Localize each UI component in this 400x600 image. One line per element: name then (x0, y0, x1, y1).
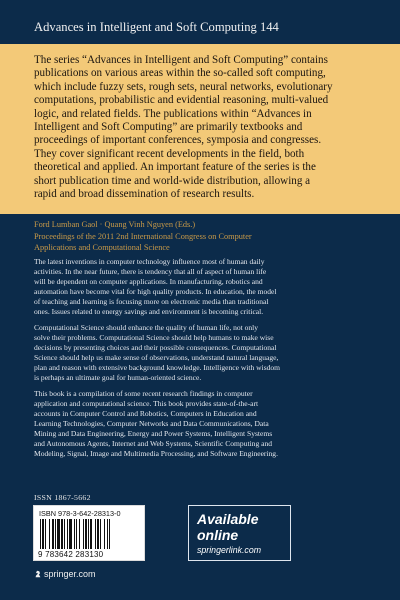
isbn-label: ISBN 978-3-642-28313-0 (39, 509, 121, 518)
blurb-line: and Autonomous Agents, Internet and Web Systems, Scientific Computing and (34, 439, 273, 448)
online-label: online (197, 527, 239, 543)
springer-chess-knight-icon (34, 570, 42, 578)
series-description-line: logic, and related fields. The publications within “Advances in (34, 107, 312, 120)
series-description-line: which include fuzzy sets, rough sets, neural networks, evolutionary (34, 80, 333, 93)
series-description-line: short publication time and world-wide distribution, allowing a (34, 174, 311, 187)
blurb-line: will be dependent on computer applications. In manufacturing, robotics and (34, 277, 263, 286)
book-editors: Ford Lumban Gaol · Quang Vinh Nguyen (Eds.) (34, 220, 196, 229)
issn: ISSN 1867-5662 (34, 493, 91, 502)
series-description-line: rapid and broad dissemination of research results. (34, 188, 255, 201)
blurb-line: solve their problems. Computational Science should help humans to make wise (34, 333, 274, 342)
blurb-line: Computational Science should enhance the quality of human life, not only (34, 323, 259, 332)
blurb-line: accounts in Computer Control and Robotics, Computers in Education and (34, 409, 257, 418)
series-description-line: Intelligent and Soft Computing” are primarily textbooks and (34, 121, 303, 134)
blurb-line: application and computational science. This book provides state-of-the-art (34, 399, 259, 408)
barcode-number: 9 783642 283130 (38, 550, 104, 559)
series-description-line: publications on various areas within the so-called soft computing, (34, 67, 326, 80)
book-title-line: Applications and Computational Science (34, 243, 170, 252)
blurb-line: decisions by presenting choices and their possible consequences. Computational (34, 343, 277, 352)
blurb-line: ones. Issues related to energy savings and environment is becoming critical. (34, 307, 264, 316)
blurb-line: Science should help us make sense of observations, understand natural language, (34, 353, 279, 362)
blurb-line: is perhaps an ultimate goal for human-oriented science. (34, 373, 202, 382)
barcode-bars (40, 519, 140, 549)
isbn-barcode (33, 505, 145, 561)
series-description-line: They cover significant recent developments in the field, both (34, 147, 305, 160)
blurb-line: automation have become vital for high quality products. In education, the model (34, 287, 277, 296)
book-title (34, 231, 364, 253)
blurb-line: Modeling, Signal, Image and Multimedia Processing, and Software Engineering. (34, 449, 278, 458)
available-label: Available (197, 511, 259, 527)
series-header-bar (0, 0, 400, 44)
series-description-line: proceedings of important conferences, symposia and congresses. (34, 134, 322, 147)
blurb-line: This book is a compilation of some recent research findings in computer (34, 389, 253, 398)
publisher-logo[interactable] (34, 569, 96, 579)
series-description-line: theoretical and applied. An important feature of the series is the (34, 161, 316, 174)
publisher-name: springer.com (44, 569, 96, 579)
blurb-line: The latest inventions in computer technology influence most of human daily (34, 257, 265, 266)
blurb-line: activities. In the near future, there is tendency that all of aspect of human life (34, 267, 267, 276)
blurb (34, 257, 374, 465)
blurb-line: Mining and Data Engineering, Energy and Power Systems, Intelligent Systems (34, 429, 273, 438)
blurb-line: plan and reason with extensive background knowledge. Intelligence with wisdom (34, 363, 281, 372)
blurb-line: Learning Technologies, Computer Networks and Data Communications, Data (34, 419, 269, 428)
book-title-line: Proceedings of the 2011 2nd International Congress on Computer (34, 232, 252, 241)
available-online-badge[interactable] (188, 505, 291, 561)
blurb-paragraph (34, 257, 374, 317)
series-description-line: The series “Advances in Intelligent and Soft Computing” contains (34, 54, 328, 66)
blurb-paragraph (34, 323, 374, 383)
series-title: Advances in Intelligent and Soft Computing 144 (34, 20, 279, 34)
series-description-line: computations, probabilistic and evidential reasoning, multi-valued (34, 94, 329, 107)
blurb-line: of teaching and learning is focusing more on electronic media than traditional (34, 297, 269, 306)
series-description (34, 54, 374, 201)
springerlink-link[interactable]: springerlink.com (197, 545, 262, 555)
blurb-paragraph (34, 389, 374, 459)
